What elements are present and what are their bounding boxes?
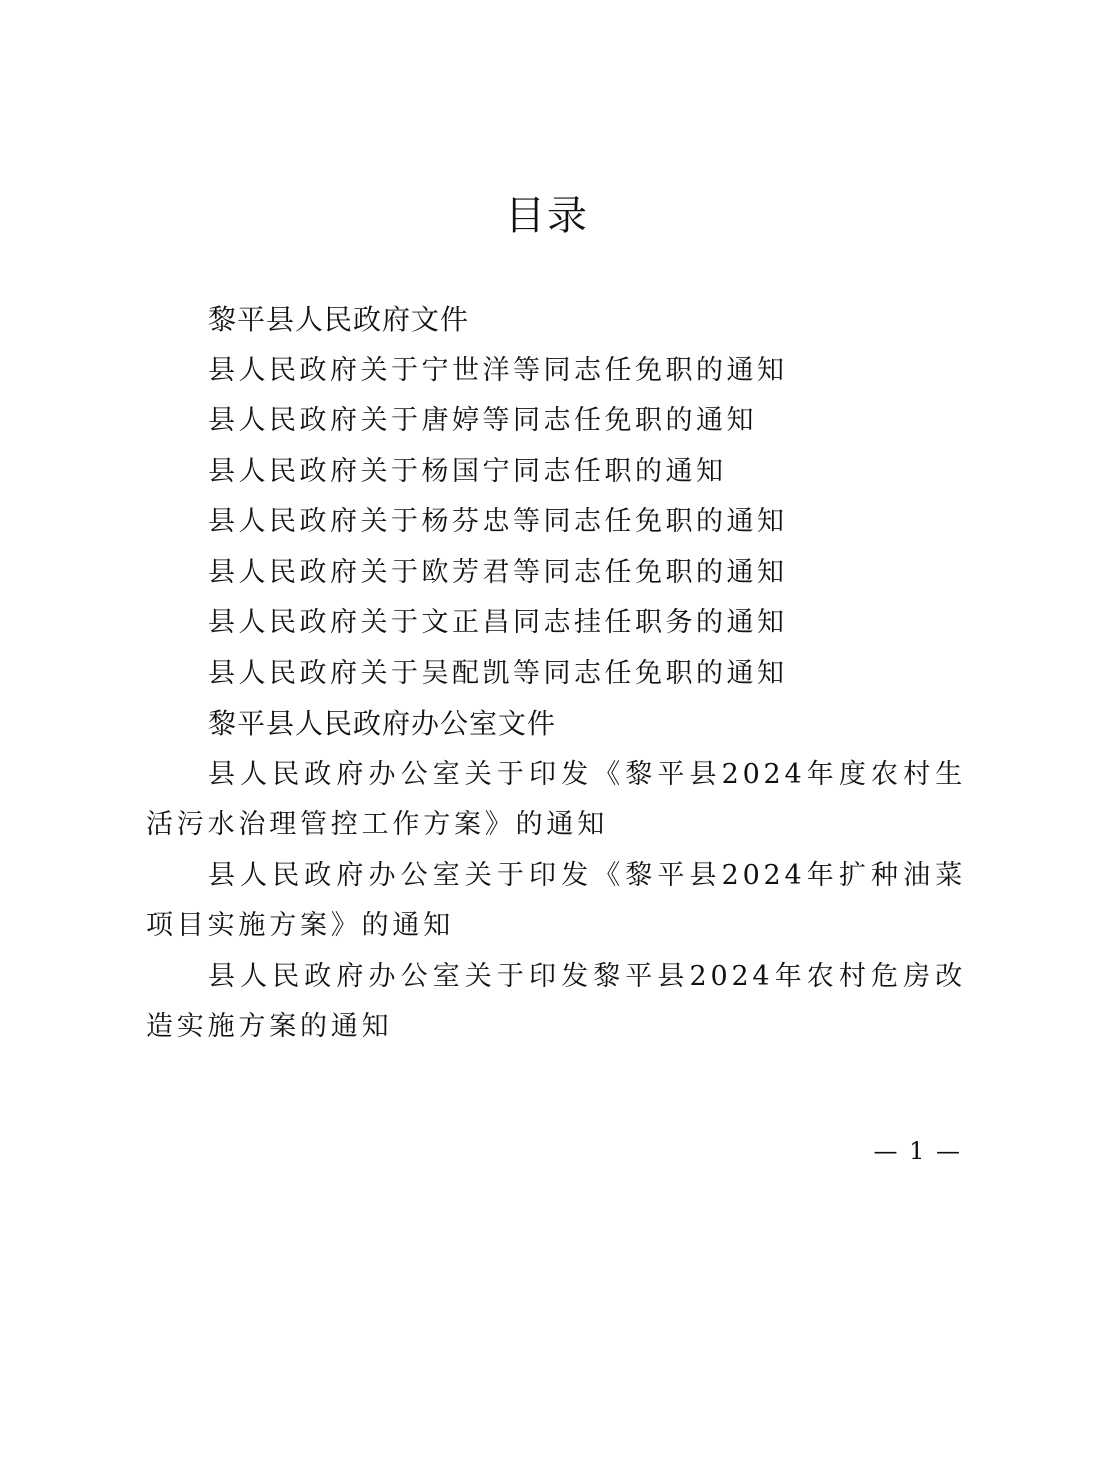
page-number: — 1 — xyxy=(873,1137,962,1165)
section-heading-county-government: 黎平县人民政府文件 xyxy=(208,303,470,336)
toc-item: 县人民政府关于欧芳君等同志任免职的通知 xyxy=(208,556,788,588)
toc-item: 县人民政府关于杨芬忠等同志任免职的通知 xyxy=(208,506,788,537)
toc-item: 县人民政府关于文正昌同志挂任职务的通知 xyxy=(208,607,788,638)
toc-item: 县人民政府关于吴配凯等同志任免职的通知 xyxy=(208,657,788,689)
toc-item: 县人民政府办公室关于印发《黎平县2024年度农村生活污水治理管控工作方案》的通知 xyxy=(146,758,966,840)
toc-item: 县人民政府关于唐婷等同志任免职的通知 xyxy=(208,405,757,436)
page-title: 目录 xyxy=(505,193,589,239)
toc-item: 县人民政府办公室关于印发黎平县2024年农村危房改造实施方案的通知 xyxy=(146,960,966,1042)
table-of-contents xyxy=(146,295,966,1053)
section-heading-county-government-office: 黎平县人民政府办公室文件 xyxy=(208,707,557,740)
toc-item: 县人民政府关于杨国宁同志任职的通知 xyxy=(208,455,727,487)
toc-item: 县人民政府办公室关于印发《黎平县2024年扩种油菜项目实施方案》的通知 xyxy=(146,859,966,941)
toc-item: 县人民政府关于宁世洋等同志任免职的通知 xyxy=(208,354,788,386)
